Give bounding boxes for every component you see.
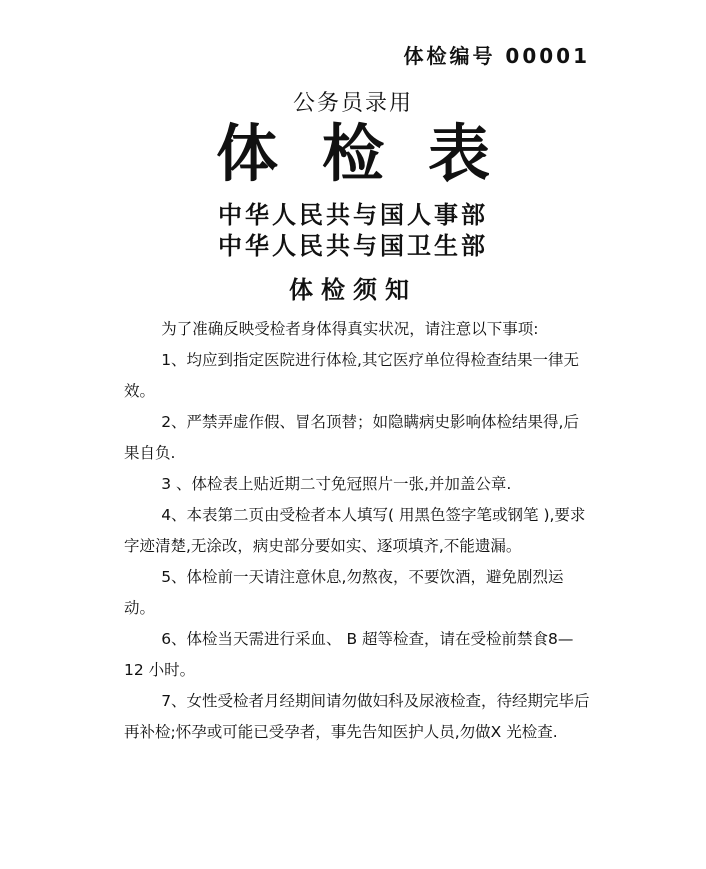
form-number: 体检编号 00001 (403, 44, 590, 68)
notice-item: 7、女性受检者月经期间请勿做妇科及尿液检查，待经期完毕后再补检;怀孕或可能已受孕者，事先告知医护人员,勿做X 光检查. (124, 692, 590, 741)
page-title: 体检表 (215, 117, 534, 190)
issuing-ministry-health: 中华人民共与国卫生部 (218, 232, 488, 260)
form-subtitle: 公务员录用 (292, 91, 413, 116)
notice-item: 3 、体检表上贴近期二寸免冠照片一张,并加盖公章. (161, 475, 512, 493)
notice-item: 2、严禁弄虚作假、冒名顶替；如隐瞒病史影响体检结果得,后果自负. (124, 413, 579, 462)
notice-item: 6、体检当天需进行采血、 B 超等检查，请在受检前禁食8—12 小时。 (124, 630, 574, 679)
notice-item: 5、体检前一天请注意休息,勿熬夜，不要饮酒，避免剧烈运动。 (124, 568, 564, 617)
notice-body (124, 314, 590, 748)
notice-intro: 为了准确反映受检者身体得真实状况，请注意以下事项: (161, 320, 539, 338)
issuing-ministry-personnel: 中华人民共与国人事部 (218, 201, 488, 229)
notice-item: 1、均应到指定医院进行体检,其它医疗单位得检查结果一律无效。 (124, 351, 579, 400)
notice-item: 4、本表第二页由受检者本人填写( 用黑色签字笔或钢笔 ),要求字迹清楚,无涂改，病史部分要如实、逐项填齐,不能遗漏。 (124, 506, 586, 555)
notice-heading: 体检须知 (289, 276, 417, 304)
